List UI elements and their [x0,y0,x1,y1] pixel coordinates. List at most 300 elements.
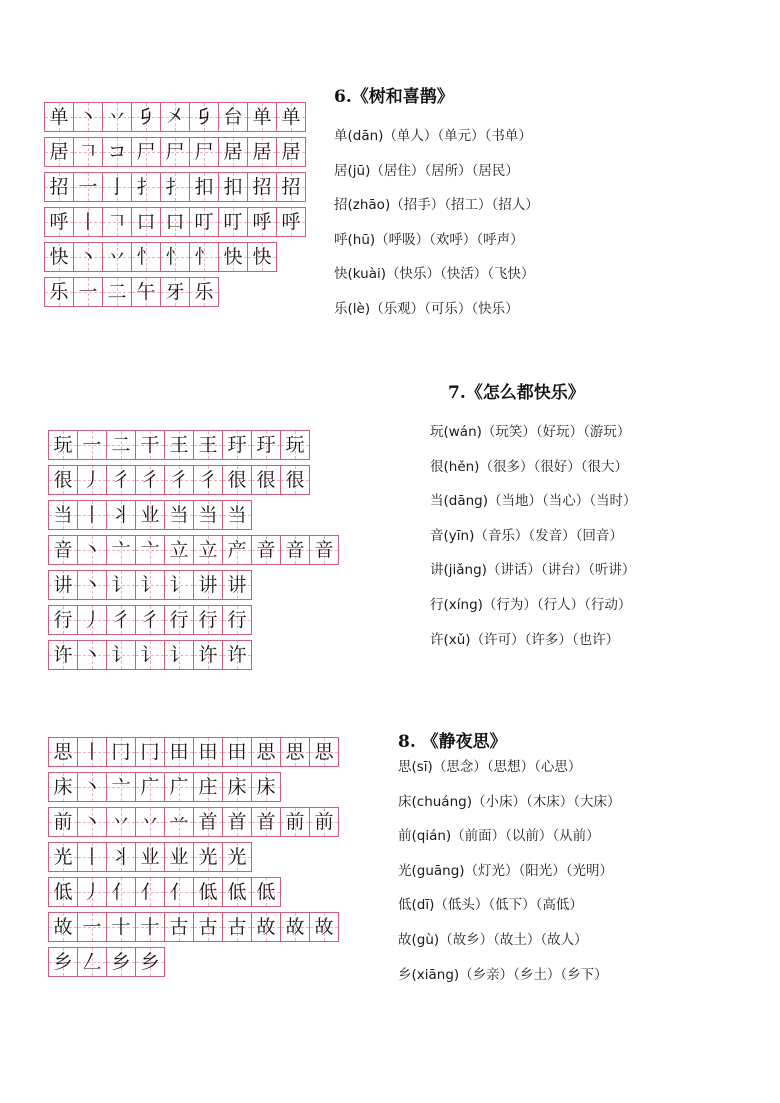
cell-glyph: 行 [198,608,218,631]
cell-glyph: 彳 [111,608,131,631]
cell-glyph: 招 [281,175,301,198]
stroke-step-cell [193,640,223,670]
stroke-step-cell [160,137,190,167]
stroke-step-cell [218,137,248,167]
stroke-step-cell [251,535,281,565]
stroke-step-cell [276,172,306,202]
cell-glyph: 二 [111,433,131,456]
stroke-step-cell [218,242,248,272]
cell-glyph: 居 [223,140,243,163]
stroke-step-cell [131,207,161,237]
stroke-step-cell [160,277,190,307]
cell-glyph: 丶 [82,573,102,596]
cell-glyph: コ [107,140,127,163]
stroke-step-cell [164,877,194,907]
stroke-step-cell [247,102,277,132]
stroke-step-cell [193,535,223,565]
cell-glyph: 乐 [49,280,69,303]
vocab-line: 乐(lè)（乐观）（可乐）（快乐） [334,300,519,317]
cell-glyph: 𠂎 [136,105,156,128]
stroke-step-cell [135,640,165,670]
cell-glyph: 亻 [111,880,131,903]
cell-glyph: 讠 [111,643,131,666]
cell-glyph: 𠂎 [194,105,214,128]
cell-glyph: 丨 [82,845,102,868]
cell-glyph: 首 [198,810,218,833]
cell-glyph: 亻 [140,880,160,903]
cell-glyph: 田 [227,740,247,763]
cell-glyph: 前 [314,810,334,833]
stroke-step-cell [251,877,281,907]
cell-glyph: 叮 [223,210,243,233]
character-cell [44,277,74,307]
stroke-step-cell [106,842,136,872]
stroke-row [48,842,339,872]
stroke-step-cell [135,947,165,977]
cell-glyph: 亻 [169,880,189,903]
stroke-step-cell [164,535,194,565]
cell-glyph: 乡 [140,950,160,973]
cell-glyph: 首 [227,810,247,833]
vocab-line: 低(dī)（低头）（低下）（高低） [398,897,583,914]
cell-glyph: 许 [227,643,247,666]
stroke-step-cell [247,172,277,202]
stroke-row [48,807,339,837]
stroke-step-cell [222,570,252,600]
cell-glyph: 低 [256,880,276,903]
cell-glyph: 午 [136,280,156,303]
cell-glyph: 呼 [49,210,69,233]
character-cell [48,947,78,977]
cell-glyph: 彳 [169,468,189,491]
vocab-line: 行(xíng)（行为）（行人）（行动） [430,596,632,613]
cell-glyph: 居 [281,140,301,163]
cell-glyph: 王 [169,433,189,456]
cell-glyph: 讲 [227,573,247,596]
cell-glyph: 低 [53,880,73,903]
stroke-step-cell [189,172,219,202]
cell-glyph: 音 [53,538,73,561]
cell-glyph: 思 [314,740,334,763]
cell-glyph: 单 [252,105,272,128]
cell-glyph: 讠 [111,573,131,596]
cell-glyph: 行 [169,608,189,631]
vocab-line: 快(kuài)（快乐）（快活）（飞快） [334,266,535,283]
vocabulary-list [398,750,620,992]
stroke-step-cell [222,737,252,767]
cell-glyph: 一 [78,175,98,198]
stroke-step-cell [189,277,219,307]
cell-glyph: 音 [314,538,334,561]
stroke-step-cell [73,277,103,307]
stroke-step-cell [106,772,136,802]
cell-glyph: 广 [140,775,160,798]
cell-glyph: 亠 [111,538,131,561]
cell-glyph: 丷 [111,810,131,833]
stroke-step-cell [164,640,194,670]
stroke-step-cell [222,430,252,460]
cell-glyph: 床 [53,775,73,798]
lesson-title: 6.《树和喜鹊》 [334,87,454,107]
cell-glyph: 居 [49,140,69,163]
cell-glyph: 王 [198,433,218,456]
stroke-step-cell [222,640,252,670]
vocab-line: 乡(xiāng)（乡亲）（乡土）（乡下） [398,966,608,983]
stroke-row [44,137,306,167]
cell-glyph: 乐 [194,280,214,303]
stroke-step-cell [77,807,107,837]
cell-glyph: 讠 [140,573,160,596]
cell-glyph: 叮 [194,210,214,233]
character-cell [48,535,78,565]
stroke-row [48,772,339,802]
stroke-order-grid [44,102,306,312]
vocab-line: 许(xǔ)（许可）（许多）（也许） [430,631,620,648]
cell-glyph: 丷 [107,105,127,128]
cell-glyph: 十 [140,915,160,938]
stroke-step-cell [73,242,103,272]
cell-glyph: 思 [53,740,73,763]
stroke-step-cell [77,877,107,907]
cell-glyph: 忄 [165,245,185,268]
cell-glyph: 单 [49,105,69,128]
stroke-step-cell [222,877,252,907]
cell-glyph: 业 [140,503,160,526]
vocab-line: 思(sī)（思念）（思想）（心思） [398,759,582,775]
stroke-step-cell [73,102,103,132]
vocab-line: 音(yīn)（音乐）（发音）（回音） [430,527,623,544]
cell-glyph: 音 [256,538,276,561]
cell-glyph: 口 [136,210,156,233]
stroke-step-cell [164,430,194,460]
cell-glyph: 玩 [285,433,305,456]
stroke-step-cell [309,807,339,837]
stroke-step-cell [164,842,194,872]
stroke-row [48,570,339,600]
character-cell [48,500,78,530]
character-cell [44,242,74,272]
stroke-step-cell [193,430,223,460]
vocab-line: 居(jū)（居住）（居所）（居民） [334,162,519,179]
stroke-step-cell [222,772,252,802]
cell-glyph: 丨 [82,503,102,526]
cell-glyph: 很 [256,468,276,491]
stroke-step-cell [135,570,165,600]
stroke-step-cell [222,605,252,635]
stroke-step-cell [106,912,136,942]
cell-glyph: 业 [140,845,160,868]
cell-glyph: 古 [198,915,218,938]
stroke-step-cell [218,172,248,202]
cell-glyph: 单 [281,105,301,128]
stroke-step-cell [102,207,132,237]
cell-glyph: 当 [198,503,218,526]
vocab-line: 前(qián)（前面）（以前）（从前） [398,828,600,845]
stroke-step-cell [309,535,339,565]
cell-glyph: 𠃍 [78,140,98,163]
vocab-line: 讲(jiǎng)（讲话）（讲台）（听讲） [430,562,636,579]
stroke-step-cell [102,137,132,167]
stroke-step-cell [77,640,107,670]
character-cell [48,737,78,767]
character-cell [48,605,78,635]
stroke-step-cell [73,207,103,237]
stroke-step-cell [222,807,252,837]
cell-glyph: 故 [314,915,334,938]
cell-glyph: 䒑 [169,810,189,833]
stroke-step-cell [77,947,107,977]
stroke-step-cell [164,807,194,837]
stroke-step-cell [251,807,281,837]
stroke-step-cell [276,102,306,132]
stroke-step-cell [222,465,252,495]
stroke-step-cell [164,605,194,635]
stroke-step-cell [131,137,161,167]
cell-glyph: 思 [285,740,305,763]
cell-glyph: 古 [169,915,189,938]
stroke-step-cell [276,137,306,167]
stroke-row [48,605,339,635]
stroke-step-cell [251,465,281,495]
stroke-step-cell [135,500,165,530]
stroke-step-cell [164,912,194,942]
stroke-step-cell [280,912,310,942]
cell-glyph: 田 [198,740,218,763]
stroke-step-cell [77,912,107,942]
cell-glyph: 立 [169,538,189,561]
cell-glyph: 音 [285,538,305,561]
stroke-step-cell [164,500,194,530]
cell-glyph: 彳 [198,468,218,491]
stroke-step-cell [193,807,223,837]
stroke-step-cell [135,772,165,802]
stroke-step-cell [160,102,190,132]
stroke-step-cell [135,430,165,460]
stroke-step-cell [218,102,248,132]
cell-glyph: 丶 [82,643,102,666]
cell-glyph: 𠃋 [82,950,102,973]
stroke-step-cell [77,570,107,600]
cell-glyph: 丶 [78,245,98,268]
cell-glyph: 许 [53,643,73,666]
character-cell [48,807,78,837]
cell-glyph: 快 [49,245,69,268]
cell-glyph: 玗 [227,433,247,456]
cell-glyph: 亅 [107,175,127,198]
stroke-step-cell [309,912,339,942]
stroke-step-cell [77,430,107,460]
stroke-step-cell [106,640,136,670]
stroke-step-cell [160,207,190,237]
character-cell [44,207,74,237]
stroke-step-cell [276,207,306,237]
stroke-step-cell [135,877,165,907]
cell-glyph: 当 [169,503,189,526]
cell-glyph: 彳 [140,468,160,491]
stroke-step-cell [106,947,136,977]
cell-glyph: 故 [256,915,276,938]
stroke-row [44,242,306,272]
stroke-row [48,640,339,670]
vocab-line: 呼(hū)（呼吸）（欢呼）（呼声） [334,231,524,248]
stroke-step-cell [193,772,223,802]
cell-glyph: 当 [53,503,73,526]
stroke-step-cell [193,500,223,530]
cell-glyph: 丬 [111,845,131,868]
character-cell [48,570,78,600]
cell-glyph: 丬 [111,503,131,526]
stroke-step-cell [189,137,219,167]
cell-glyph: 丶 [78,105,98,128]
cell-glyph: 扌 [136,175,156,198]
stroke-step-cell [106,535,136,565]
cell-glyph: 讠 [169,643,189,666]
stroke-step-cell [106,465,136,495]
cell-glyph: 讠 [140,643,160,666]
cell-glyph: 𠃍 [107,210,127,233]
cell-glyph: 丶 [82,775,102,798]
vocab-line: 床(chuáng)（小床）（木床）（大床） [398,793,621,810]
stroke-order-grid [48,430,339,675]
stroke-step-cell [131,172,161,202]
cell-glyph: 忄 [194,245,214,268]
vocab-line: 故(gù)（故乡）（故土）（故人） [398,931,588,948]
cell-glyph: 玗 [256,433,276,456]
stroke-step-cell [247,242,277,272]
stroke-step-cell [222,912,252,942]
lesson-title: 7.《怎么都快乐》 [448,383,585,403]
vocab-line: 光(guāng)（灯光）（阳光）（光明） [398,862,614,879]
cell-glyph: 口 [165,210,185,233]
stroke-step-cell [193,912,223,942]
cell-glyph: 一 [82,915,102,938]
cell-glyph: 㐅 [165,105,185,128]
cell-glyph: 玩 [53,433,73,456]
stroke-step-cell [193,570,223,600]
cell-glyph: 亠 [111,775,131,798]
cell-glyph: 尸 [165,140,185,163]
cell-glyph: 丿 [82,468,102,491]
vocab-line: 玩(wán)（玩笑）（好玩）（游玩） [430,424,631,440]
cell-glyph: 冂 [111,740,131,763]
stroke-step-cell [106,605,136,635]
cell-glyph: 田 [169,740,189,763]
cell-glyph: 丨 [78,210,98,233]
cell-glyph: 床 [227,775,247,798]
cell-glyph: 业 [169,845,189,868]
stroke-step-cell [160,242,190,272]
stroke-row [48,737,339,767]
cell-glyph: 一 [78,280,98,303]
cell-glyph: 一 [82,433,102,456]
stroke-step-cell [222,535,252,565]
stroke-step-cell [102,277,132,307]
cell-glyph: 很 [285,468,305,491]
stroke-row [44,102,306,132]
cell-glyph: 牙 [165,280,185,303]
stroke-step-cell [280,807,310,837]
cell-glyph: 光 [53,845,73,868]
cell-glyph: 立 [198,538,218,561]
cell-glyph: 产 [227,538,247,561]
stroke-step-cell [251,430,281,460]
character-cell [48,772,78,802]
lesson-title: 8. 《静夜思》 [398,732,507,752]
stroke-step-cell [135,807,165,837]
stroke-step-cell [218,207,248,237]
cell-glyph: 彳 [111,468,131,491]
cell-glyph: 丷 [107,245,127,268]
stroke-step-cell [135,842,165,872]
cell-glyph: 快 [252,245,272,268]
cell-glyph: 床 [256,775,276,798]
vocab-line: 很(hěn)（很多）（很好）（很大） [430,458,628,475]
stroke-row [48,912,339,942]
character-cell [48,465,78,495]
stroke-step-cell [193,877,223,907]
stroke-step-cell [77,605,107,635]
cell-glyph: 光 [198,845,218,868]
character-cell [48,842,78,872]
stroke-step-cell [247,137,277,167]
character-cell [44,102,74,132]
stroke-step-cell [164,737,194,767]
cell-glyph: 丶 [82,810,102,833]
cell-glyph: 亠 [140,538,160,561]
cell-glyph: 低 [198,880,218,903]
cell-glyph: 丿 [82,880,102,903]
cell-glyph: 庄 [198,775,218,798]
stroke-step-cell [73,172,103,202]
cell-glyph: 丷 [140,810,160,833]
cell-glyph: 快 [223,245,243,268]
stroke-step-cell [77,500,107,530]
cell-glyph: 尸 [194,140,214,163]
stroke-step-cell [106,877,136,907]
character-cell [44,137,74,167]
cell-glyph: 呼 [252,210,272,233]
stroke-step-cell [193,605,223,635]
stroke-step-cell [102,242,132,272]
stroke-step-cell [189,207,219,237]
stroke-step-cell [106,430,136,460]
cell-glyph: 低 [227,880,247,903]
character-cell [48,640,78,670]
cell-glyph: 前 [285,810,305,833]
cell-glyph: 故 [285,915,305,938]
stroke-step-cell [193,842,223,872]
vocab-line: 当(dāng)（当地）（当心）（当时） [430,493,637,510]
character-cell [48,877,78,907]
cell-glyph: 前 [53,810,73,833]
cell-glyph: 故 [53,915,73,938]
stroke-step-cell [193,737,223,767]
stroke-step-cell [135,737,165,767]
cell-glyph: 扣 [194,175,214,198]
stroke-step-cell [77,465,107,495]
cell-glyph: 丶 [82,538,102,561]
cell-glyph: 二 [107,280,127,303]
stroke-step-cell [164,772,194,802]
stroke-step-cell [164,465,194,495]
cell-glyph: 广 [169,775,189,798]
character-cell [48,430,78,460]
stroke-step-cell [77,772,107,802]
cell-glyph: 呼 [281,210,301,233]
cell-glyph: 扣 [223,175,243,198]
stroke-step-cell [135,912,165,942]
stroke-step-cell [280,535,310,565]
